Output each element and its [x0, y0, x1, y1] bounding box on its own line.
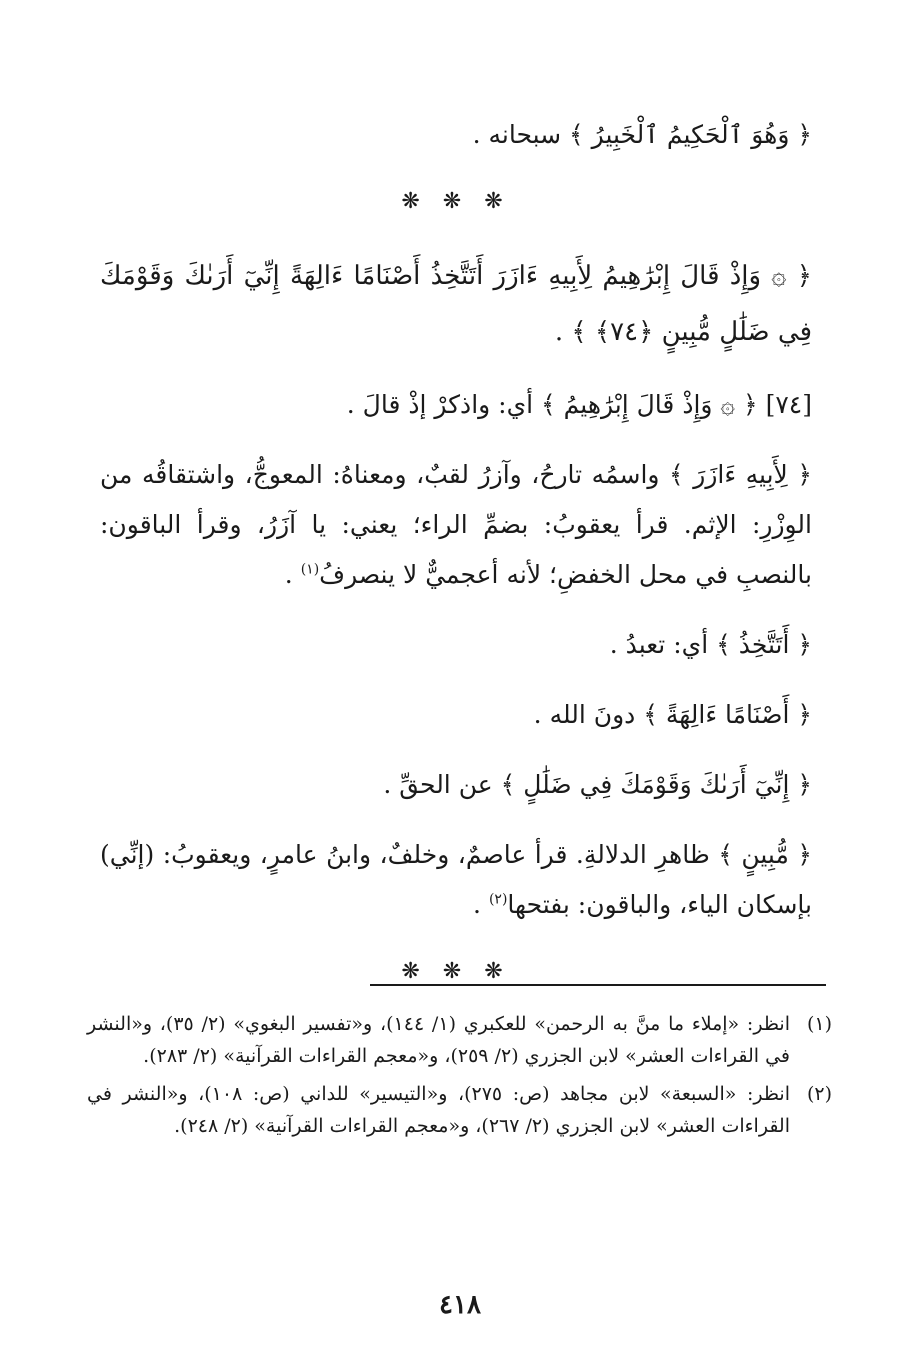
paragraph-mubin [100, 830, 812, 930]
section-separator-end: ❋ ❋ ❋ [401, 959, 511, 984]
paragraph-azar-end: . [284, 560, 301, 589]
footnote-1 [87, 1008, 832, 1072]
footnote-ref-1[interactable]: (١) [300, 561, 320, 578]
paragraph-asnaman: ﴿ أَصْنَامًا ءَالِهَةً ﴾ دونَ الله . [533, 700, 812, 729]
page-number: ٤١٨ [439, 1290, 481, 1320]
paragraph-74: [٧٤] ﴿ ۞ وَإِذْ قَالَ إِبْرَٰهِيمُ ﴾ أي: واذكرْ إذْ قالَ . [346, 390, 812, 419]
footnote-divider [370, 984, 826, 986]
paragraph-atattakhidhu: ﴿ أَتَتَّخِذُ ﴾ أي: تعبدُ . [609, 630, 812, 659]
paragraph-mubin-end: . [473, 890, 489, 919]
main-text [100, 110, 812, 1018]
paragraph-azar [100, 450, 812, 600]
footnote-number: (٢) [806, 1083, 832, 1105]
paragraph-verse-end: ﴿ وَهُوَ ٱلْحَكِيمُ ٱلْخَبِيرُ ﴾ سبحانه . [472, 120, 812, 149]
paragraph-azar-text: ﴿ لِأَبِيهِ ءَازَرَ ﴾ واسمُه تارحُ، وآزرُ لقبٌ، ومعناهُ: المعوجُّ، واشتقاقُه من الوِزْرِ: الإثم. قرأ يعقوبُ: بضمِّ الراء؛ يعني: يا آزَرُ، وقرأ الباقون: بالنصبِ في محل الخفضِ؛ لأنه أعجميٌّ لا ينصرفُ [100, 460, 812, 589]
footnote-number: (١) [806, 1013, 832, 1035]
footnotes [87, 1008, 832, 1148]
paragraph-mubin-text: ﴿ مُّبِينٍ ﴾ ظاهرِ الدلالةِ. قرأ عاصمٌ، وخلفٌ، وابنُ عامرٍ، ويعقوبُ: (إنِّي) بإسكان الياء، والباقون: بفتحها [100, 840, 812, 919]
quran-verse: ﴿ ۞ وَإِذْ قَالَ إِبْرَٰهِيمُ لِأَبِيهِ ءَازَرَ أَتَتَّخِذُ أَصْنَامًا ءَالِهَةً إِنِّيٓ أَرَىٰكَ وَقَوْمَكَ فِي ضَلَٰلٍ مُّبِينٍ ﴿٧٤﴾ ﴾ . [100, 261, 812, 347]
paragraph-inni-araka: ﴿ إِنِّيٓ أَرَىٰكَ وَقَوْمَكَ فِي ضَلَٰلٍ ﴾ عن الحقِّ . [383, 770, 812, 799]
footnote-2 [87, 1078, 832, 1142]
section-separator: ❋ ❋ ❋ [401, 189, 511, 214]
footnote-text: انظر: «إملاء ما منَّ به الرحمن» للعكبري (١/ ١٤٤)، و«تفسير البغوي» (٢/ ٣٥)، و«النشر في القراءات العشر» لابن الجزري (٢/ ٢٥٩)، و«معجم القراءات القرآنية» (٢/ ٢٨٣). [87, 1013, 790, 1067]
footnote-text: انظر: «السبعة» لابن مجاهد (ص: ٢٧٥)، و«التيسير» للداني (ص: ١٠٨)، و«النشر في القراءات العشر» لابن الجزري (٢/ ٢٦٧)، و«معجم القراءات القرآنية» (٢/ ٢٤٨). [87, 1083, 790, 1137]
footnote-ref-2[interactable]: (٢) [488, 891, 508, 908]
